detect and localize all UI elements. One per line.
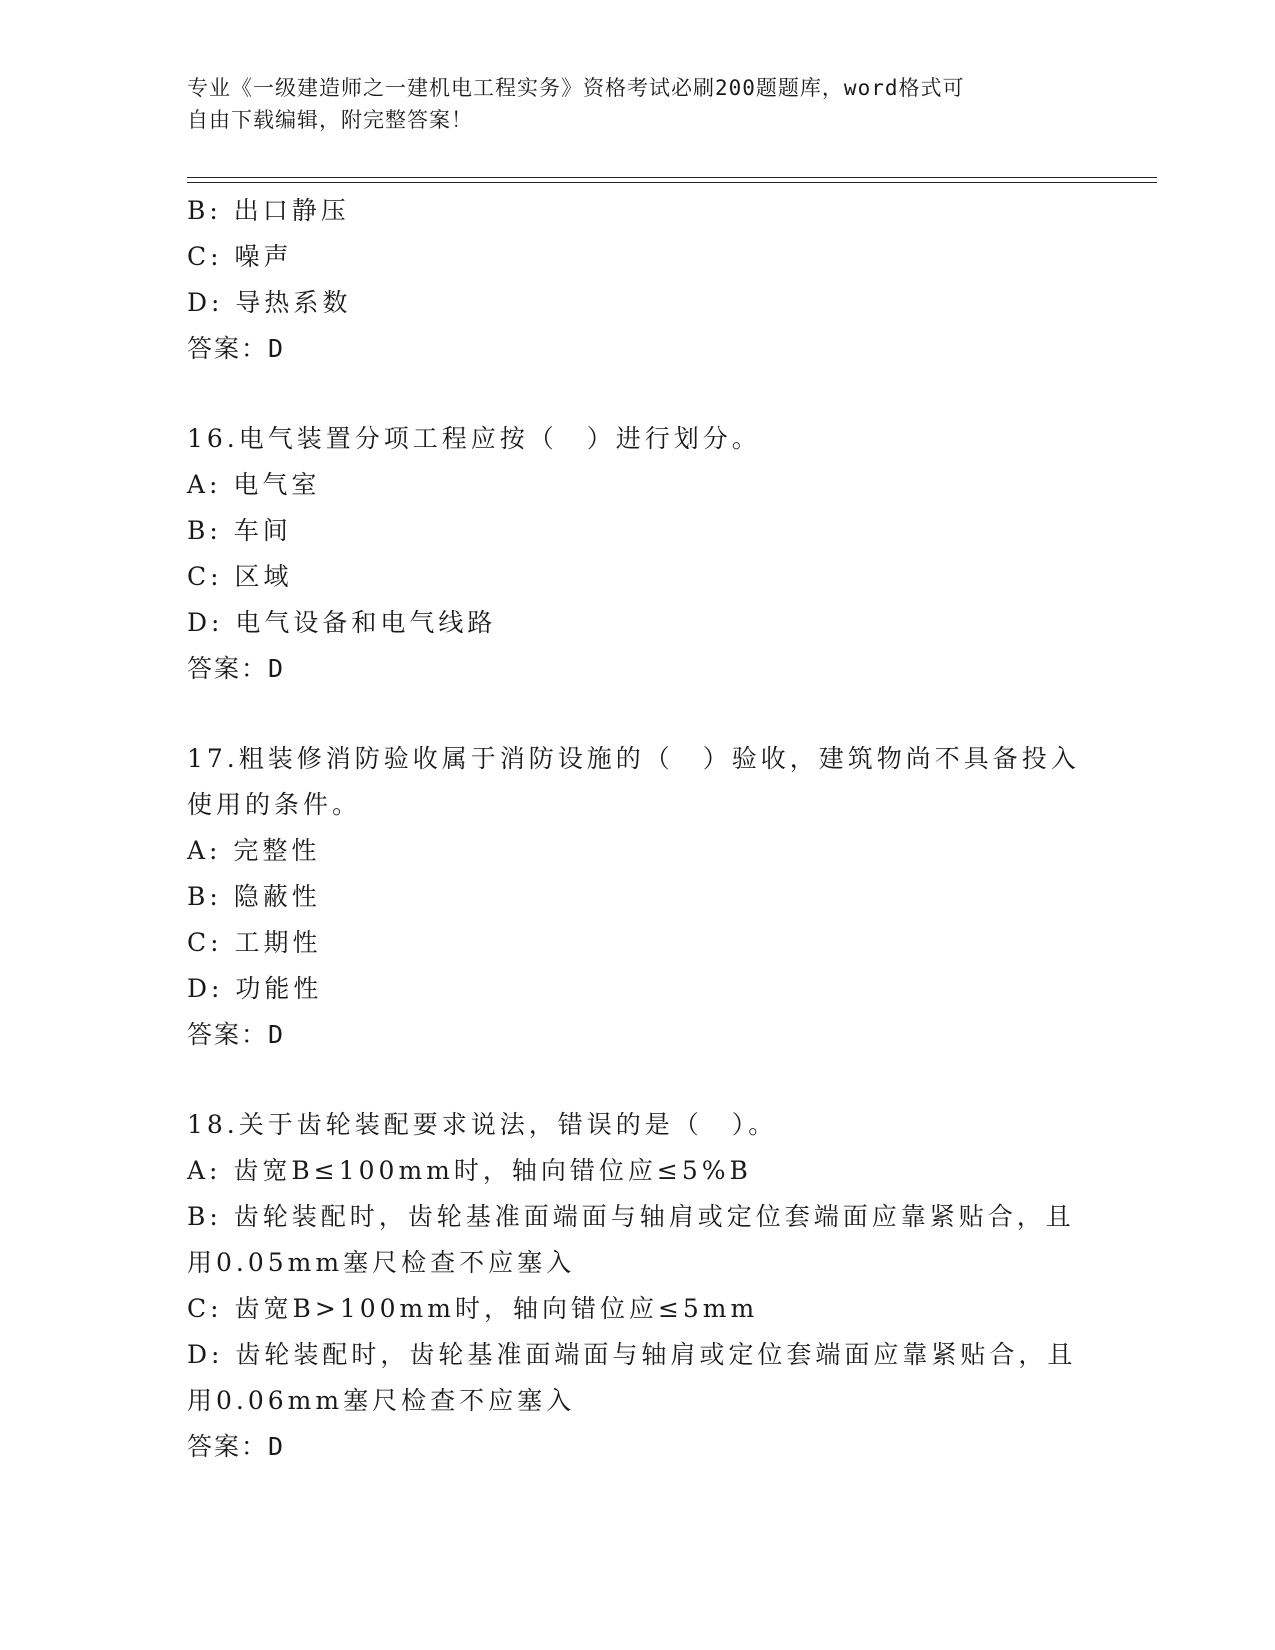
answer: 答案：D: [187, 1432, 286, 1461]
option-c: C: 噪声: [187, 242, 293, 271]
option-a: A: 电气室: [187, 470, 321, 499]
option-b: B: 隐蔽性: [187, 882, 321, 911]
question-18: [187, 1102, 1087, 1470]
question-stem-line-1: 17.粗装修消防验收属于消防设施的（ ）验收，建筑物尚不具备投入: [187, 744, 1080, 773]
option-b: B: 出口静压: [187, 196, 350, 225]
question-list: [187, 188, 1087, 1470]
question-17: [187, 736, 1087, 1058]
question-stem: 18.关于齿轮装配要求说法，错误的是（ ）。: [187, 1110, 778, 1139]
option-d: D: 电气设备和电气线路: [187, 608, 497, 637]
header-line-1: 专业《一级建造师之一建机电工程实务》资格考试必刷200题题库，word格式可: [187, 76, 965, 100]
spacer: [187, 372, 1087, 416]
option-d: D: 功能性: [187, 974, 323, 1003]
option-b: B: 车间: [187, 516, 292, 545]
option-b-line-2: 用0.05mm塞尺检查不应塞入: [187, 1248, 576, 1277]
document-header: [187, 72, 1067, 136]
header-divider-bottom: [187, 182, 1157, 183]
option-d: D: 导热系数: [187, 288, 352, 317]
answer: 答案：D: [187, 1020, 286, 1049]
answer: 答案：D: [187, 334, 286, 363]
option-b-line-1: B: 齿轮装配时，齿轮基准面端面与轴肩或定位套端面应靠紧贴合，且: [187, 1202, 1075, 1231]
option-c: C: 齿宽B>100mm时，轴向错位应≤5mm: [187, 1294, 759, 1323]
header-line-2: 自由下载编辑，附完整答案！: [187, 108, 473, 132]
option-d-line-1: D: 齿轮装配时，齿轮基准面端面与轴肩或定位套端面应靠紧贴合，且: [187, 1340, 1077, 1369]
question-15-tail: [187, 188, 1087, 372]
question-16: [187, 416, 1087, 692]
header-divider-top: [187, 177, 1157, 178]
option-c: C: 工期性: [187, 928, 322, 957]
answer: 答案：D: [187, 654, 286, 683]
question-stem-line-2: 使用的条件。: [187, 790, 362, 819]
option-c: C: 区域: [187, 562, 293, 591]
option-a: A: 完整性: [187, 836, 321, 865]
option-d-line-2: 用0.06mm塞尺检查不应塞入: [187, 1386, 576, 1415]
spacer: [187, 1058, 1087, 1102]
option-a: A: 齿宽B≤100mm时，轴向错位应≤5%B: [187, 1156, 752, 1185]
spacer: [187, 692, 1087, 736]
question-stem: 16.电气装置分项工程应按（ ）进行划分。: [187, 424, 761, 453]
